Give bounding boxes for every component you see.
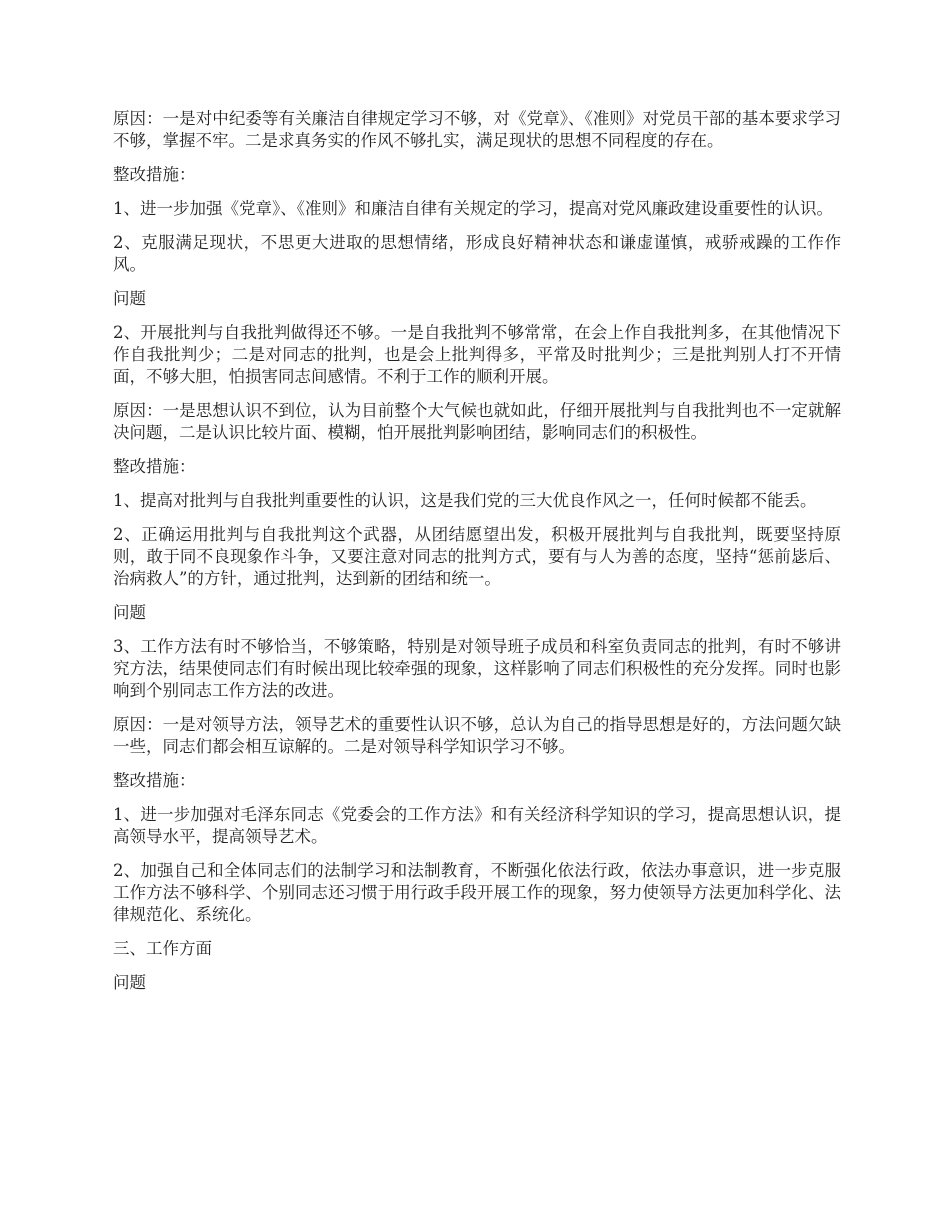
paragraph-measure-item: 2、正确运用批判与自我批判这个武器，从团结愿望出发，积极开展批判与自我批判，既要坚持原则，敢于同不良现象作斗争，又要注意对同志的批判方式，要有与人为善的态度，坚持“惩前毖后、治病救人”的方针，通过批判，达到新的团结和统一。 — [113, 525, 841, 588]
paragraph-measures-heading: 整改措施： — [113, 771, 196, 790]
paragraph-problem-heading: 问题 — [113, 289, 146, 308]
paragraph-measure-item: 1、进一步加强《党章》、《准则》和廉洁自律有关规定的学习，提高对党风廉政建设重要性的认识。 — [113, 199, 833, 218]
paragraph-reason: 原因：一是对领导方法，领导艺术的重要性认识不够，总认为自己的指导思想是好的，方法问题欠缺一些，同志们都会相互谅解的。二是对领导科学知识学习不够。 — [113, 715, 841, 756]
paragraph-reason: 原因：一是对中纪委等有关廉洁自律规定学习不够，对《党章》、《准则》对党员干部的基本要求学习不够，掌握不牢。二是求真务实的作风不够扎实，满足现状的思想不同程度的存在。 — [113, 109, 841, 150]
paragraph-measure-item: 2、加强自己和全体同志们的法制学习和法制教育，不断强化依法行政，依法办事意识，进一步克服工作方法不够科学、个别同志还习惯于用行政手段开展工作的现象，努力使领导方法更加科学化、法律规范化、系统化。 — [113, 861, 841, 924]
paragraph-problem-heading: 问题 — [113, 973, 146, 992]
paragraph-problem: 3、工作方法有时不够恰当，不够策略，特别是对领导班子成员和科室负责同志的批判，有时不够讲究方法，结果使同志们有时候出现比较牵强的现象，这样影响了同志们积极性的充分发挥。同时也影响到个别同志工作方法的改进。 — [113, 637, 841, 700]
paragraph-problem: 2、开展批判与自我批判做得还不够。一是自我批判不够常常，在会上作自我批判多，在其他情况下作自我批判少；二是对同志的批判，也是会上批判得多，平常及时批判少；三是批判别人打不开情面，不够大胆，怕损害同志间感情。不利于工作的顺利开展。 — [113, 323, 841, 386]
paragraph-measure-item: 1、进一步加强对毛泽东同志《党委会的工作方法》和有关经济科学知识的学习，提高思想认识，提高领导水平，提高领导艺术。 — [113, 805, 841, 846]
document-body — [113, 108, 841, 1006]
paragraph-section-heading: 三、工作方面 — [113, 939, 212, 958]
paragraph-measure-item: 2、克服满足现状，不思更大进取的思想情绪，形成良好精神状态和谦虚谨慎，戒骄戒躁的工作作风。 — [113, 233, 841, 274]
paragraph-measures-heading: 整改措施： — [113, 165, 196, 184]
paragraph-measures-heading: 整改措施： — [113, 457, 196, 476]
paragraph-reason: 原因：一是思想认识不到位，认为目前整个大气候也就如此，仔细开展批判与自我批判也不一定就解决问题，二是认识比较片面、模糊，怕开展批判影响团结，影响同志们的积极性。 — [113, 401, 841, 442]
paragraph-problem-heading: 问题 — [113, 603, 146, 622]
paragraph-measure-item: 1、提高对批判与自我批判重要性的认识，这是我们党的三大优良作风之一，任何时候都不能丢。 — [113, 491, 817, 510]
